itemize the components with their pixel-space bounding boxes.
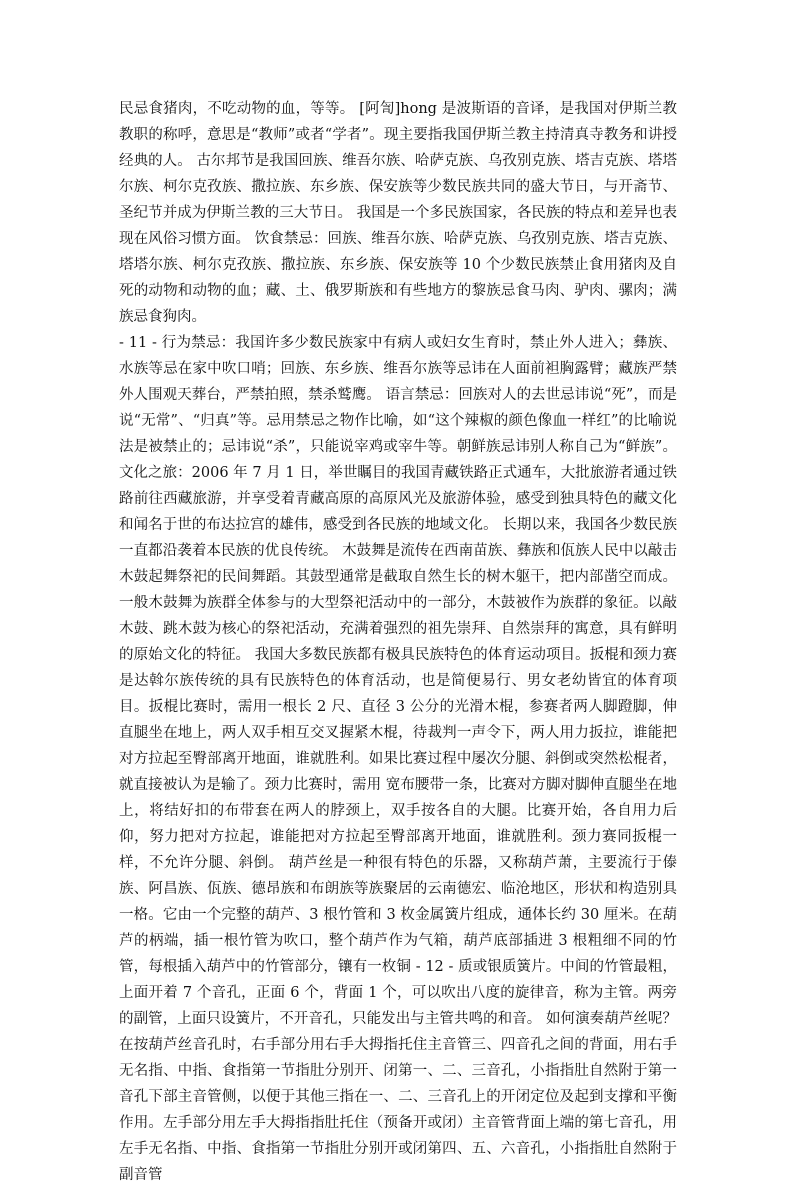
body-paragraph-2: - 11 - 行为禁忌：我国许多少数民族家中有病人或妇女生育时，禁止外人进入；彝族、水族等忌在家中吹口哨；回族、东乡族、维吾尔族等忌讳在人面前袒胸露臂；藏族严禁外人围观天葬台，严禁拍照，禁杀鹫鹰。 语言禁忌：回族对人的去世忌讳说“死”，而是说“无常”、“归真”等。忌用禁忌之物作比喻，如“这个辣椒的颜色像血一样红”的比喻说法是被禁止的；忌讳说“杀”，只能说宰鸡或宰牛等。朝鲜族忌讳别人称自己为“鲜族”。 文化之旅：2006 年 7 月 1 日，举世瞩目的我国青藏铁路正式通车，大批旅游者通过铁路前往西藏旅游，并享受着青藏高原的高原风光及旅游体验，感受到独具特色的藏文化和闻名于世的布达拉宫的雄伟，感受到各民族的地域文化。 长期以来，我国各少数民族一直都沿袭着本民族的优良传统。 木鼓舞是流传在西南苗族、彝族和佤族人民中以敲击木鼓起舞祭祀的民间舞蹈。其鼓型通常是截取自然生长的树木躯干，把内部凿空而成。一般木鼓舞为族群全体参与的大型祭祀活动中的一部分，木鼓被作为族群的象征。以敲木鼓、跳木鼓为核心的祭祀活动，充满着强烈的祖先崇拜、自然崇拜的寓意，具有鲜明的原始文化的特征。 我国大多数民族都有极具民族特色的体育运动项目。扳棍和颈力赛是达斡尔族传统的具有民族特色的体育活动，也是简便易行、男女老幼皆宜的体育项目。扳棍比赛时，需用一根长 2 尺、直径 3 公分的光滑木棍，参赛者两人脚蹬脚，伸直腿坐在地上，两人双手相互交叉握紧木棍，待裁判一声令下，两人用力扳拉，谁能把对方拉起至臀部离开地面，谁就胜利。如果比赛过程中屡次分腿、斜倒或突然松棍者，就直接被认为是输了。颈力比赛时，需用 宽布腰带一条，比赛对方脚对脚伸直腿坐在地上，将结好扣的布带套在两人的脖颈上，双手按各自的大腿。比赛开始，各自用力后仰，努力把对方拉起，谁能把对方拉起至臀部离开地面，谁就胜利。颈力赛同扳棍一样，不允许分腿、斜倒。 葫芦丝是一种很有特色的乐器，又称葫芦萧，主要流行于傣族、阿昌族、佤族、德昂族和布朗族等族聚居的云南德宏、临沧地区，形状和构造别具一格。它由一个完整的葫芦、3 根竹管和 3 枚金属簧片组成，通体长约 30 厘米。在葫芦的柄端，插一根竹管为吹口，整个葫芦作为气箱，葫芦底部插进 3 根粗细不同的竹管，每根插入葫芦中的竹管部分，镶有一枚铜 - 12 - 质或银质簧片。中间的竹管最粗，上面开着 7 个音孔，正面 6 个，背面 1 个，可以吹出八度的旋律音，称为主管。两旁的副管，上面只设簧片，不开音孔，只能发出与主管共鸣的和音。 如何演奏葫芦丝呢？在按葫芦丝音孔时，右手部分用右手大拇指托住主音管三、四音孔之间的背面，用右手无名指、中指、食指第一节指肚分别开、闭第一、二、三音孔，小指指肚自然附于第一音孔下部主音管侧，以便于其他三指在一、二、三音孔上的开闭定位及起到支撑和平衡作用。左手部分用左手大拇指指肚托住（预备开或闭）主音管背面上端的第七音孔，用左手无名指、中指、食指第一节指肚分别开或闭第四、五、六音孔，小指指肚自然附于副音管	[119, 335, 677, 1183]
document-body	[119, 96, 677, 1188]
body-paragraph-1: 民忌食猪肉，不吃动物的血，等等。 [阿訇]hong 是波斯语的音译，是我国对伊斯兰教教职的称呼，意思是“教师”或者“学者”。现主要指我国伊斯兰教主持清真寺教务和讲授经典的人。 古尔邦节是我国回族、维吾尔族、哈萨克族、乌孜别克族、塔吉克族、塔塔尔族、柯尔克孜族、撒拉族、东乡族、保安族等少数民族共同的盛大节日，与开斋节、圣纪节并成为伊斯兰教的三大节日。 我国是一个多民族国家，各民族的特点和差异也表现在风俗习惯方面。 饮食禁忌：回族、维吾尔族、哈萨克族、乌孜别克族、塔吉克族、塔塔尔族、柯尔克孜族、撒拉族、东乡族、保安族等 10 个少数民族禁止食用猪肉及自死的动物和动物的血；藏、土、俄罗斯族和有些地方的黎族忌食马肉、驴肉、骡肉；满族忌食狗肉。	[119, 101, 677, 325]
